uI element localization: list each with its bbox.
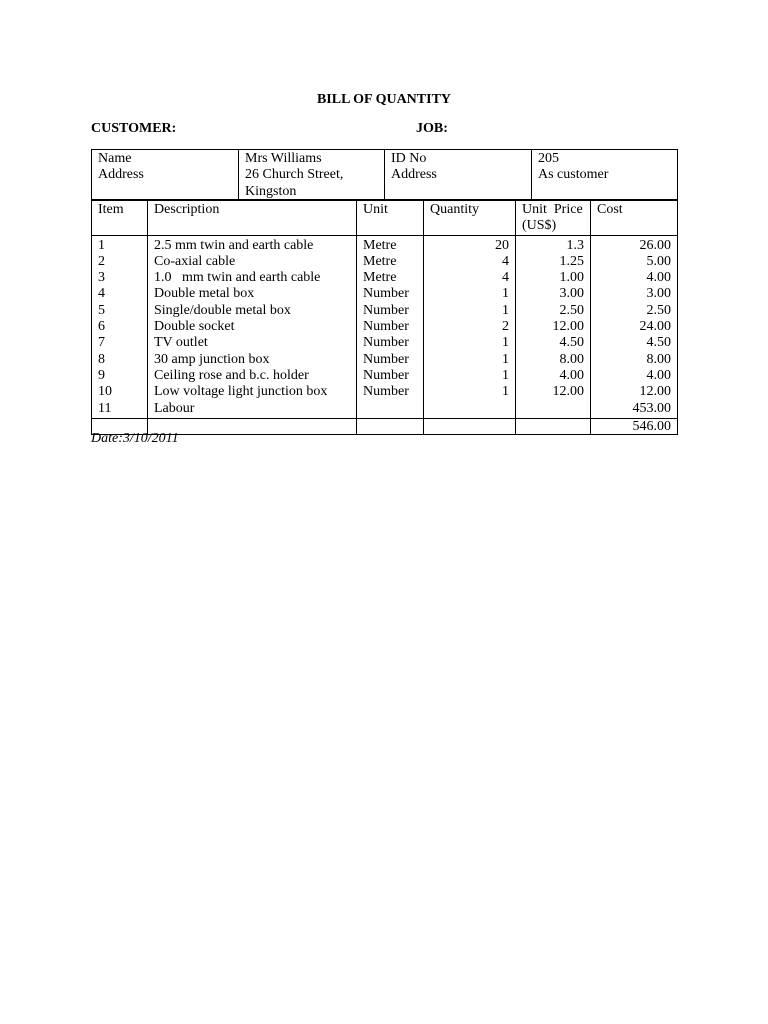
description-column [148, 235, 357, 418]
item-quantity-cell: 2 [502, 319, 509, 335]
item-description-cell: TV outlet [154, 335, 208, 351]
column-header-unit-price [516, 200, 591, 235]
total-empty-cell [516, 418, 591, 434]
item-unit-price-cell: 12.00 [552, 384, 584, 400]
item-unit-cell: Metre [363, 270, 397, 286]
item-unit-price-cell [522, 401, 584, 417]
item-description-cell: 1.0 mm twin and earth cable [154, 270, 321, 286]
total-cost: 546.00 [591, 418, 678, 434]
item-item-cell: 11 [98, 400, 112, 416]
item-quantity-cell: 1 [502, 384, 509, 400]
item-unit-price-cell: 1.00 [559, 270, 584, 286]
document-date: Date:3/10/2011 [91, 431, 179, 446]
unit-price-header-line2: (US$) [522, 218, 557, 234]
item-cost-cell: 12.00 [639, 384, 671, 400]
column-header-unit: Unit [357, 200, 424, 235]
item-description-cell: Double socket [154, 319, 235, 335]
address-label: Address [98, 167, 144, 183]
item-quantity-cell: 4 [502, 270, 509, 286]
unit-column [357, 235, 424, 418]
item-unit-price-cell: 12.00 [552, 319, 584, 335]
item-unit-price-cell: 1.25 [559, 253, 584, 269]
item-description-cell: 2.5 mm twin and earth cable [154, 237, 314, 253]
item-unit-price-cell: 2.50 [559, 302, 584, 318]
item-unit-price-cell: 4.50 [559, 335, 584, 351]
quantity-column [424, 235, 516, 418]
item-quantity-cell [430, 401, 509, 417]
item-description-cell: Single/double metal box [154, 302, 291, 318]
total-empty-cell [357, 418, 424, 434]
item-number-column [92, 235, 148, 418]
item-quantity-cell: 1 [502, 286, 509, 302]
total-row [92, 418, 678, 434]
job-values-cell [532, 150, 678, 201]
item-unit-cell [363, 401, 417, 417]
item-item-cell: 8 [98, 351, 105, 367]
unit-price-header-line1: Unit Price [522, 202, 583, 217]
unit-price-column [516, 235, 591, 418]
customer-address-line1: 26 Church Street, [245, 167, 344, 183]
customer-label: CUSTOMER: [91, 121, 177, 136]
item-unit-cell: Number [363, 319, 409, 335]
job-label: JOB: [416, 121, 448, 136]
items-table [91, 199, 678, 435]
item-item-cell: 1 [98, 237, 105, 253]
item-quantity-cell: 1 [502, 351, 509, 367]
id-label: ID No [391, 151, 427, 166]
item-unit-price-cell: 1.3 [566, 237, 584, 253]
table-header-row [92, 200, 678, 235]
item-unit-cell: Number [363, 384, 409, 400]
item-item-cell: 2 [98, 253, 105, 269]
item-item-cell: 6 [98, 319, 105, 335]
item-unit-cell: Metre [363, 253, 397, 269]
item-item-cell: 5 [98, 302, 105, 318]
item-quantity-cell: 4 [502, 253, 509, 269]
document-title: BILL OF QUANTITY [316, 92, 452, 107]
customer-info-table [91, 149, 678, 201]
id-value: 205 [538, 151, 559, 166]
item-unit-price-cell: 3.00 [559, 286, 584, 302]
item-item-cell: 4 [98, 286, 105, 302]
item-item-cell: 7 [98, 335, 105, 351]
item-item-cell: 9 [98, 367, 105, 383]
cost-column [591, 235, 678, 418]
item-cost-cell: 26.00 [639, 237, 671, 253]
item-description-cell: Ceiling rose and b.c. holder [154, 367, 309, 383]
column-header-item: Item [92, 200, 148, 235]
item-cost-cell: 4.50 [646, 335, 671, 351]
customer-values-cell [239, 150, 385, 201]
customer-address-line2: Kingston [245, 183, 297, 199]
item-cost-cell: 4.00 [646, 367, 671, 383]
item-unit-price-cell: 8.00 [559, 351, 584, 367]
item-item-cell: 10 [98, 384, 112, 400]
job-address-value: As customer [538, 167, 609, 183]
item-description-cell: Labour [154, 400, 195, 416]
item-cost-cell: 4.00 [646, 270, 671, 286]
item-cost-cell: 2.50 [646, 302, 671, 318]
item-item-cell: 3 [98, 270, 105, 286]
items-body-row [92, 235, 678, 418]
customer-name: Mrs Williams [245, 151, 322, 166]
item-quantity-cell: 1 [502, 302, 509, 318]
item-unit-cell: Number [363, 351, 409, 367]
item-quantity-cell: 1 [502, 335, 509, 351]
total-empty-cell [424, 418, 516, 434]
column-header-cost: Cost [591, 200, 678, 235]
item-cost-cell: 8.00 [646, 351, 671, 367]
item-description-cell: Double metal box [154, 286, 255, 302]
item-unit-cell: Number [363, 302, 409, 318]
item-unit-cell: Number [363, 367, 409, 383]
item-cost-cell: 3.00 [646, 286, 671, 302]
item-cost-cell: 24.00 [639, 319, 671, 335]
item-unit-cell: Number [363, 286, 409, 302]
item-unit-price-cell: 4.00 [559, 367, 584, 383]
item-quantity-cell: 1 [502, 367, 509, 383]
column-header-description: Description [148, 200, 357, 235]
name-label: Name [98, 151, 132, 166]
item-quantity-cell: 20 [495, 237, 509, 253]
item-description-cell: 30 amp junction box [154, 351, 270, 367]
column-header-quantity: Quantity [424, 200, 516, 235]
job-labels-cell [385, 150, 532, 201]
job-address-label: Address [391, 167, 437, 183]
customer-labels-cell [92, 150, 239, 201]
item-description-cell: Co-axial cable [154, 253, 236, 269]
item-unit-cell: Number [363, 335, 409, 351]
item-description-cell: Low voltage light junction box [154, 384, 328, 400]
item-cost-cell: 5.00 [646, 253, 671, 269]
item-unit-cell: Metre [363, 237, 397, 253]
item-cost-cell: 453.00 [632, 400, 671, 416]
